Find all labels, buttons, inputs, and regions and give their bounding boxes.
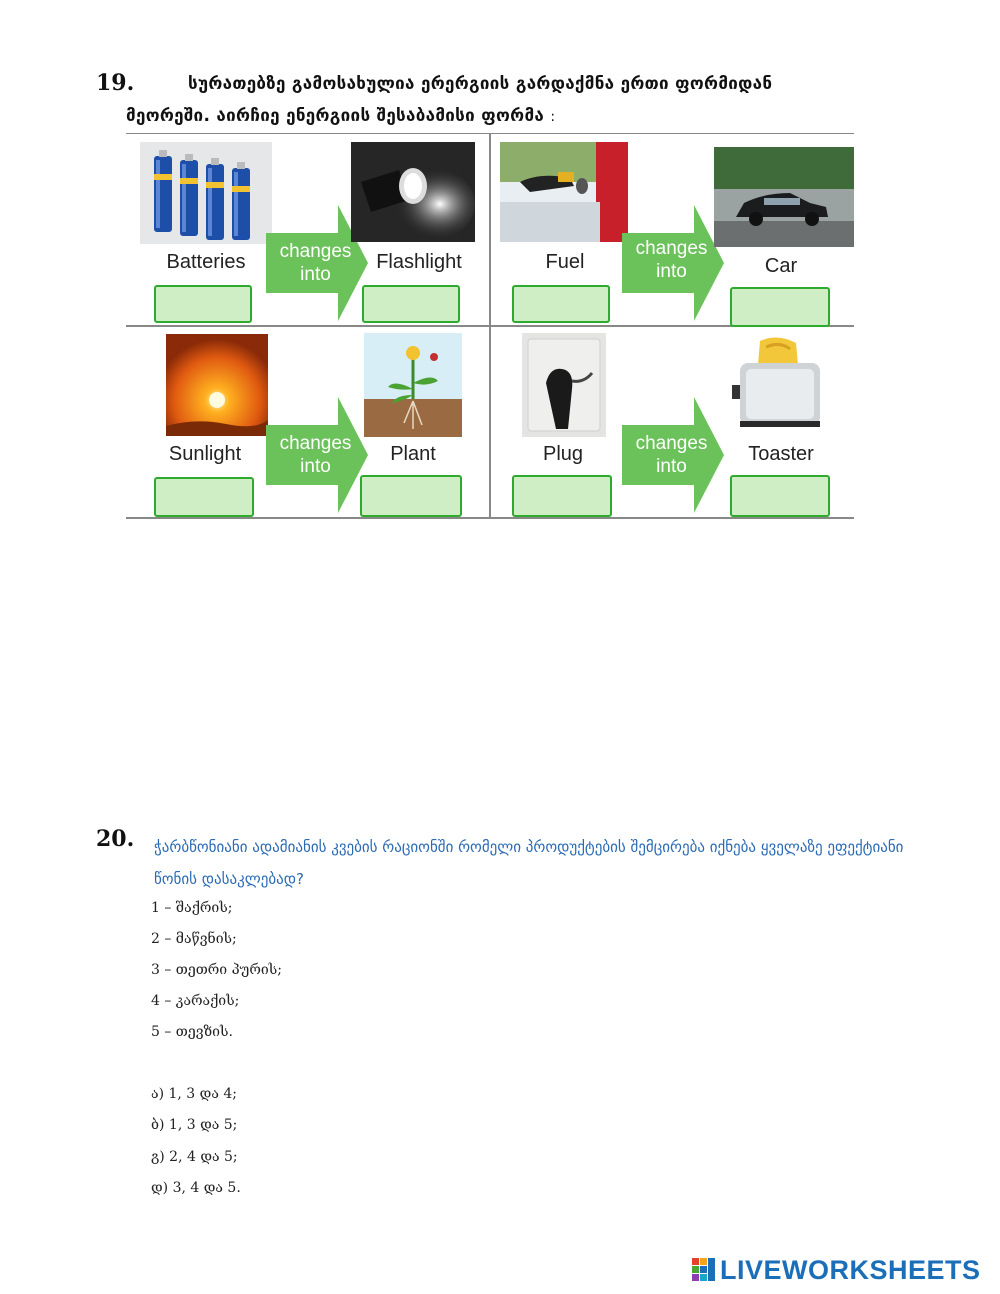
option-b[interactable]: ბ) 1, 3 და 5;	[151, 1117, 238, 1133]
batteries-image	[140, 142, 272, 244]
answer-box-car[interactable]	[730, 287, 830, 327]
arrow-text-3-line1: changes	[279, 433, 352, 454]
arrow-text-4-line1: changes	[635, 433, 708, 454]
answer-box-sunlight[interactable]	[154, 477, 254, 517]
question-20-text-line1: ჭარბწონიანი ადამიანის კვების რაციონში რომელი პროდუქტების შემცირება იქნება ყველაზე ეფექტიანი	[154, 838, 904, 856]
logo-icon	[692, 1258, 716, 1282]
question-20-number: 20.	[96, 826, 135, 852]
answer-box-batteries[interactable]	[154, 285, 252, 323]
arrow-text-3	[268, 432, 363, 478]
option-d[interactable]: დ) 3, 4 და 5.	[151, 1180, 241, 1196]
question-19-number: 19.	[96, 70, 135, 96]
car-image	[714, 147, 854, 247]
arrow-text-1-line2: into	[300, 264, 331, 285]
list-item-5: 5 – თევზის.	[151, 1024, 233, 1040]
plug-image	[522, 333, 606, 437]
list-item-3: 3 – თეთრი პურის;	[151, 962, 282, 978]
answer-box-flashlight[interactable]	[362, 285, 460, 323]
fuel-image	[500, 142, 628, 242]
label-sunlight: Sunlight	[168, 443, 242, 465]
grid-line-vertical	[489, 133, 491, 519]
label-plant: Plant	[390, 443, 436, 465]
energy-conversion-grid	[126, 133, 854, 519]
flashlight-image	[351, 142, 475, 242]
arrow-text-3-line2: into	[300, 456, 331, 477]
label-toaster: Toaster	[748, 443, 814, 465]
question-19-text-line2-body: მეორეში. აირჩიე ენერგიის შესაბამისი ფორმა	[126, 106, 545, 126]
question-20-text-line2: წონის დასაკლებად?	[154, 870, 304, 888]
arrow-text-2-line2: into	[656, 261, 687, 282]
question-19-text-line1: სურათებზე გამოსახულია ერერგიის გარდაქმნა ერთი ფორმიდან	[188, 74, 773, 94]
arrow-text-1	[268, 240, 363, 286]
liveworksheets-logo[interactable]	[692, 1255, 981, 1285]
question-19-colon: :	[550, 109, 556, 125]
arrow-text-1-line1: changes	[279, 241, 352, 262]
list-item-1: 1 – შაქრის;	[151, 900, 233, 916]
question-19-text-line2	[126, 106, 555, 126]
answer-box-fuel[interactable]	[512, 285, 610, 323]
answer-box-plug[interactable]	[512, 475, 612, 517]
arrow-text-2	[624, 237, 719, 283]
answer-box-toaster[interactable]	[730, 475, 830, 517]
plant-image	[364, 333, 462, 437]
arrow-text-4	[624, 432, 719, 478]
list-item-2: 2 – მაწვნის;	[151, 931, 237, 947]
label-plug: Plug	[542, 443, 584, 465]
option-a[interactable]: ა) 1, 3 და 4;	[151, 1086, 237, 1102]
label-batteries: Batteries	[166, 251, 246, 273]
toaster-image	[726, 335, 830, 435]
logo-text: LIVEWORKSHEETS	[720, 1254, 981, 1285]
label-car: Car	[764, 255, 798, 277]
option-c[interactable]: გ) 2, 4 და 5;	[151, 1149, 238, 1165]
sunlight-image	[166, 334, 268, 436]
answer-box-plant[interactable]	[360, 475, 462, 517]
label-fuel: Fuel	[545, 251, 585, 273]
arrow-text-4-line2: into	[656, 456, 687, 477]
arrow-text-2-line1: changes	[635, 238, 708, 259]
list-item-4: 4 – კარაქის;	[151, 993, 240, 1009]
label-flashlight: Flashlight	[376, 251, 462, 273]
